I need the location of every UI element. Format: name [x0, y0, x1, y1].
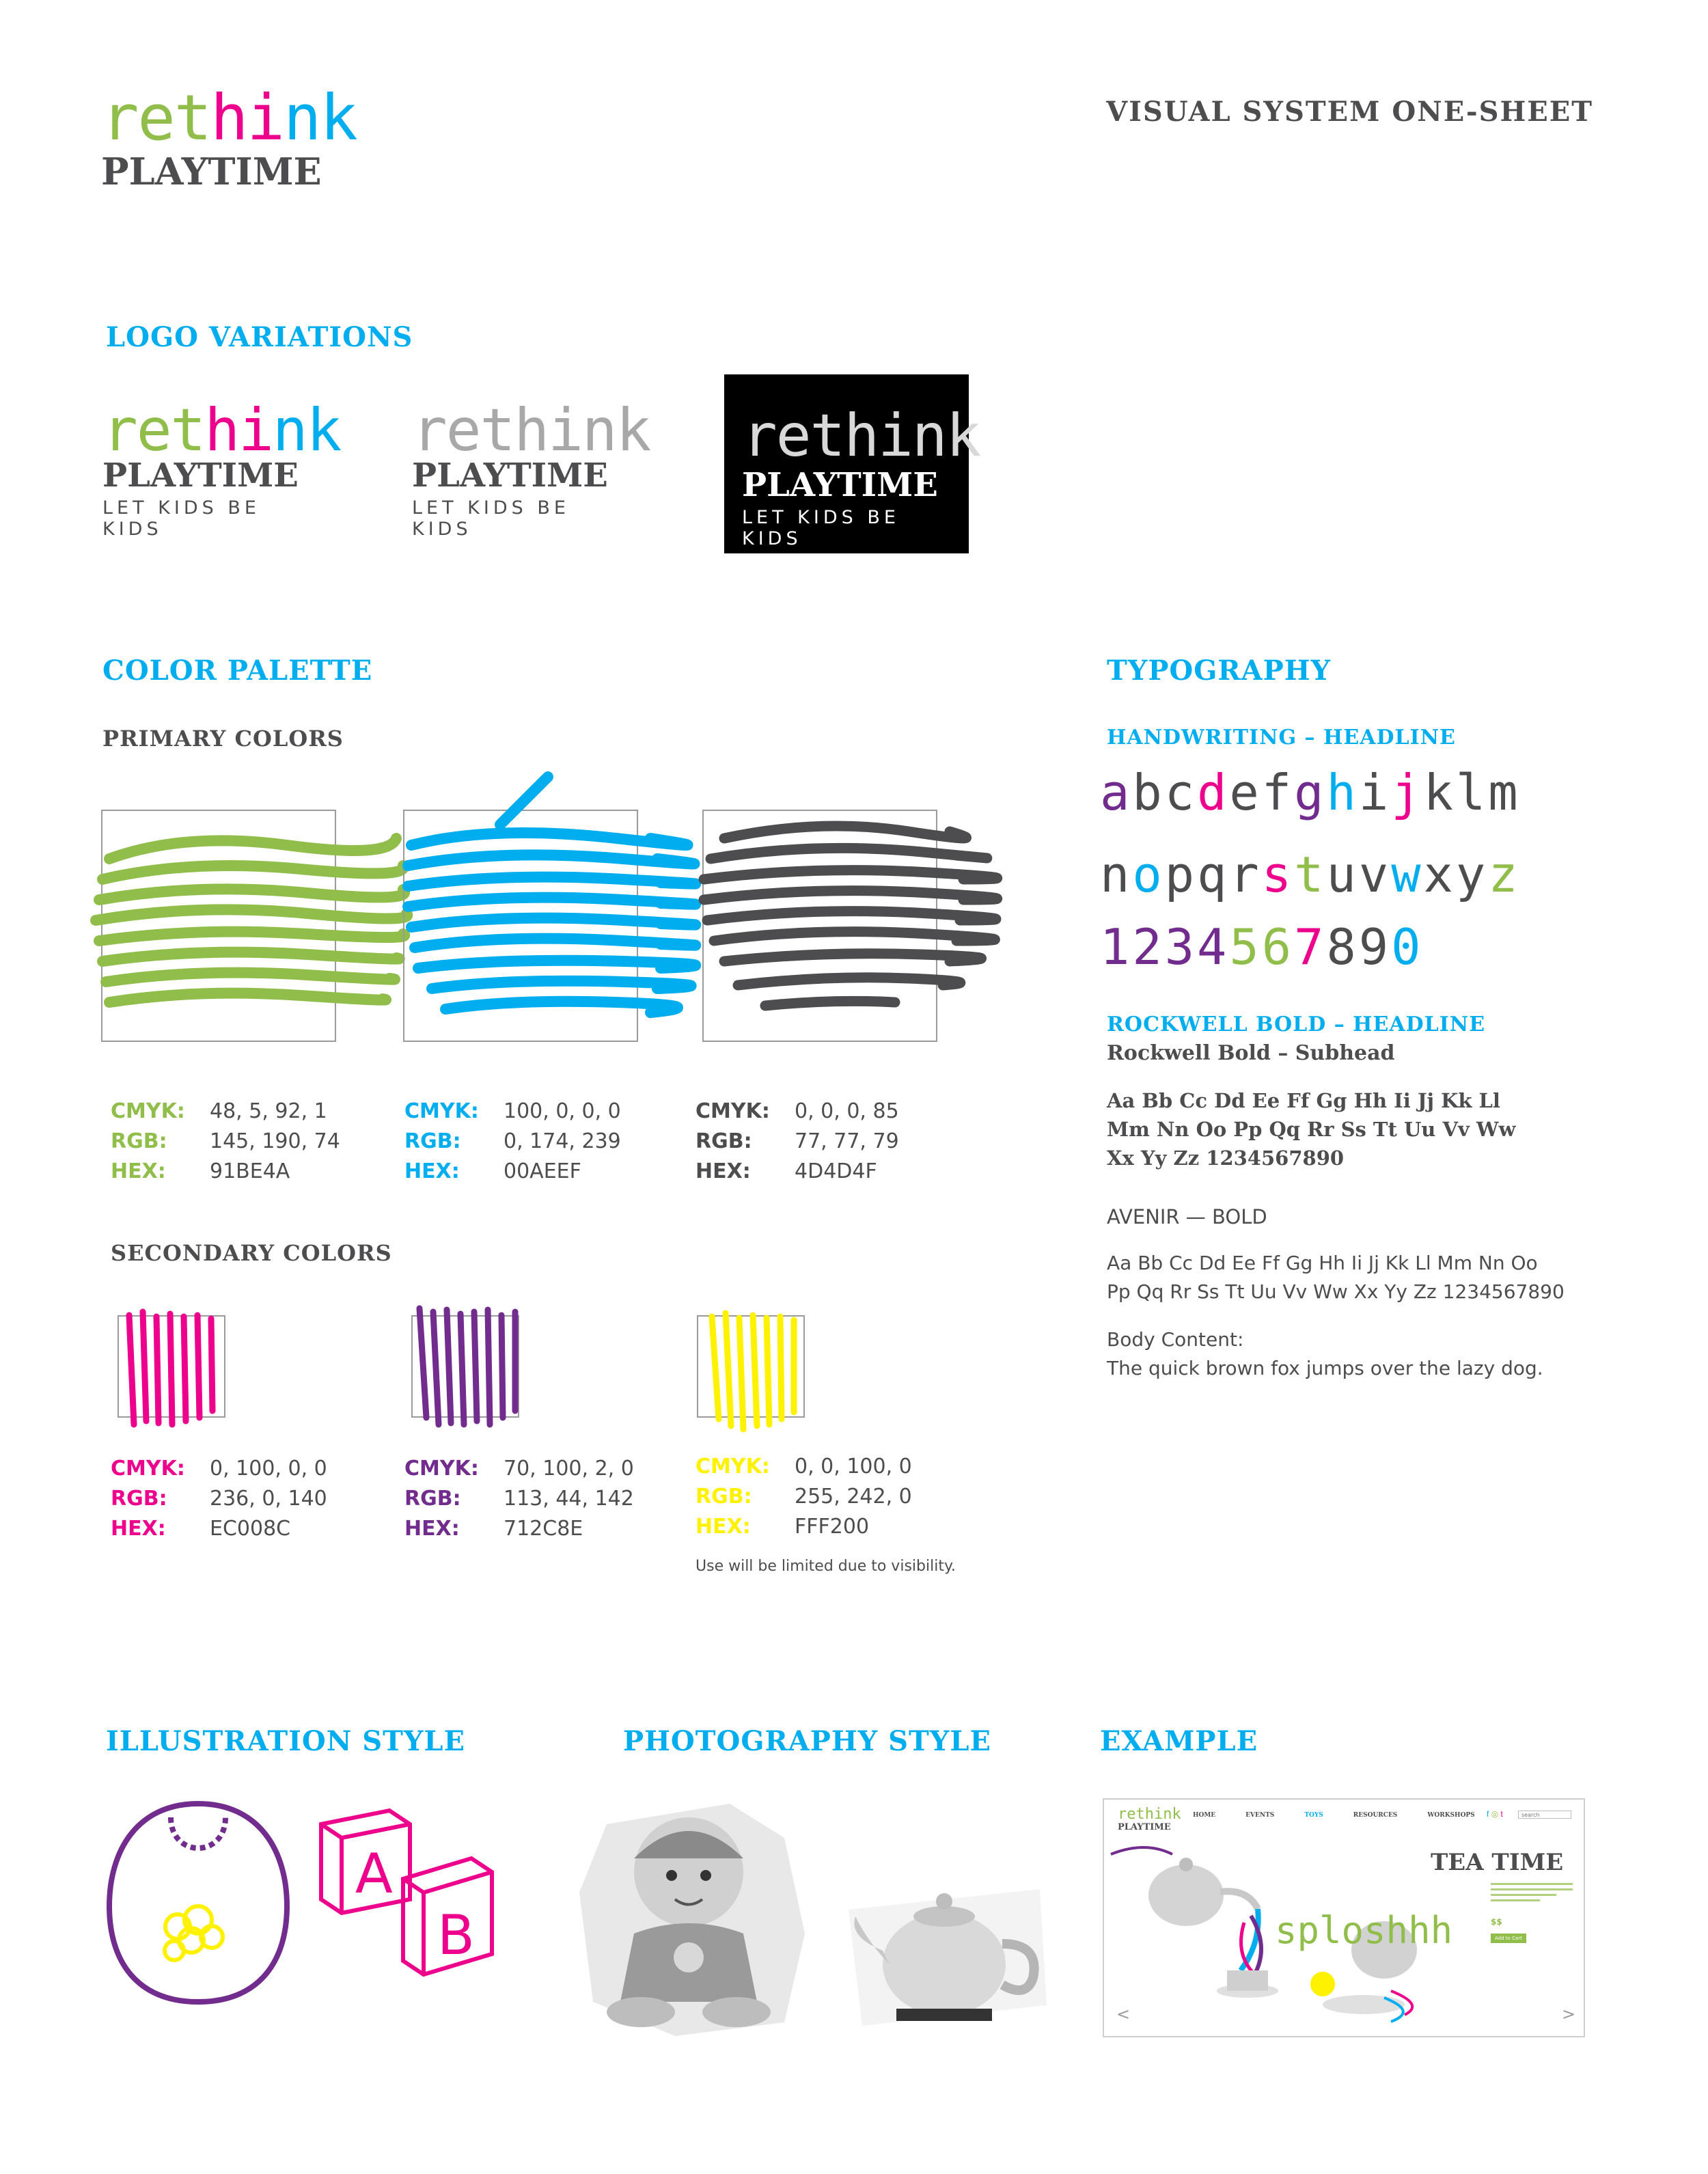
swatch-yellow — [697, 1315, 805, 1418]
mockup-search-input[interactable] — [1518, 1811, 1571, 1819]
crayon-scribble-blue — [391, 770, 678, 1036]
color-palette-heading: COLOR PALETTE — [102, 655, 373, 687]
spec-green: CMYK: 48, 5, 92, 1 RGB: 145, 190, 74 HEX: 91BE4A — [111, 1099, 340, 1183]
mockup-next-arrow[interactable]: > — [1562, 2005, 1576, 2024]
mockup-price: $$ — [1491, 1917, 1502, 1927]
logo-variations-heading: LOGO VARIATIONS — [106, 321, 413, 353]
typography-heading: TYPOGRAPHY — [1107, 655, 1332, 687]
mockup-prev-arrow[interactable]: < — [1116, 2005, 1131, 2024]
mockup-logo: rethink PLAYTIME — [1118, 1806, 1181, 1832]
swatch-green — [101, 810, 336, 1042]
logo-name: PLAYTIME — [101, 150, 322, 193]
handwriting-line-2: nopqrstuvwxyz — [1100, 846, 1521, 903]
logo-reversed-tagline: LET KIDS BE KIDS — [742, 507, 900, 549]
mockup-social-icons — [1487, 1809, 1503, 1819]
nav-events[interactable]: EVENTS — [1245, 1812, 1275, 1819]
facebook-icon[interactable]: f — [1487, 1809, 1489, 1819]
spec-purple: CMYK: 70, 100, 2, 0 RGB: 113, 44, 142 HEX: 712C8E — [404, 1457, 634, 1541]
nav-workshops[interactable]: WORKSHOPS — [1427, 1812, 1475, 1819]
swatch-gray — [702, 810, 937, 1042]
twitter-icon[interactable]: t — [1500, 1809, 1503, 1819]
nav-home[interactable]: HOME — [1193, 1812, 1216, 1819]
yellow-usage-note: Use will be limited due to visibility. — [695, 1558, 956, 1575]
header-logo — [101, 81, 357, 193]
rockwell-subhead: Rockwell Bold – Subhead — [1107, 1041, 1395, 1065]
illustration-bib — [96, 1790, 301, 2015]
spec-gray: CMYK: 0, 0, 0, 85 RGB: 77, 77, 79 HEX: 4D4D4F — [695, 1099, 899, 1183]
handwriting-line-3: 1234567890 — [1100, 918, 1424, 976]
avenir-heading: AVENIR — BOLD — [1107, 1205, 1267, 1228]
photo-teapot — [842, 1869, 1047, 2046]
logo-gray-tagline: LET KIDS BE KIDS — [412, 497, 570, 540]
logo-color-word: rethink — [102, 396, 341, 465]
logo-color — [102, 396, 341, 540]
spec-blue: CMYK: 100, 0, 0, 0 RGB: 0, 174, 239 HEX: 00AEEF — [404, 1099, 621, 1183]
hero-splash-word: sploshhh — [1275, 1909, 1453, 1952]
logo-reversed — [724, 374, 980, 553]
swatch-purple — [411, 1315, 519, 1418]
logo-color-tagline: LET KIDS BE KIDS — [102, 497, 260, 540]
block-letter-b: B — [437, 1903, 475, 1967]
crayon-scribble-green — [82, 804, 410, 1030]
nav-toys[interactable]: TOYS — [1304, 1812, 1323, 1819]
block-letter-a: A — [355, 1842, 393, 1905]
illustration-blocks — [307, 1797, 512, 1988]
crayon-scribble-yellow — [698, 1310, 814, 1440]
mockup-nav — [1193, 1812, 1475, 1819]
logo-word: rethink — [101, 81, 357, 154]
logo-color-name: PLAYTIME — [102, 456, 299, 495]
swatch-blue — [403, 810, 638, 1042]
crayon-scribble-gray — [683, 804, 970, 1030]
mockup-hero-copy — [1491, 1883, 1573, 1901]
nav-resources[interactable]: RESOURCES — [1353, 1812, 1398, 1819]
rockwell-heading: ROCKWELL BOLD – HEADLINE — [1107, 1013, 1486, 1036]
crayon-scribble-purple — [413, 1302, 529, 1431]
logo-gray-word: rethink — [412, 396, 650, 465]
rockwell-sample: Aa Bb Cc Dd Ee Ff Gg Hh Ii Jj Kk Ll Mm Nn Oo Pp Qq Rr Ss Tt Uu Vv Ww Xx Yy Zz 1234567890 — [1107, 1089, 1516, 1170]
logo-reversed-word: rethink — [742, 402, 980, 470]
photography-heading: PHOTOGRAPHY STYLE — [623, 1725, 991, 1757]
swatch-pink — [118, 1315, 225, 1418]
secondary-colors-heading: SECONDARY COLORS — [111, 1240, 392, 1266]
illustration-heading: ILLUSTRATION STYLE — [106, 1725, 466, 1757]
logo-reversed-name: PLAYTIME — [742, 466, 938, 504]
body-content-sample: Body Content: The quick brown fox jumps over the lazy dog. — [1107, 1328, 1543, 1379]
mockup-add-to-cart-button[interactable]: Add to Cart — [1491, 1934, 1526, 1943]
handwriting-line-1: abcdefghijklm — [1100, 764, 1521, 821]
logo-gray — [412, 396, 650, 540]
logo-gray-name: PLAYTIME — [412, 456, 608, 495]
crayon-scribble-pink — [119, 1308, 228, 1431]
avenir-sample: Aa Bb Cc Dd Ee Ff Gg Hh Ii Jj Kk Ll Mm Nn Oo Pp Qq Rr Ss Tt Uu Vv Ww Xx Yy Zz 1234567890 — [1107, 1252, 1565, 1303]
spec-pink: CMYK: 0, 100, 0, 0 RGB: 236, 0, 140 HEX: EC008C — [111, 1457, 327, 1541]
handwriting-heading: HANDWRITING – HEADLINE — [1107, 726, 1456, 749]
primary-colors-heading: PRIMARY COLORS — [102, 726, 344, 752]
instagram-icon[interactable]: ◎ — [1491, 1809, 1499, 1819]
photo-doll — [579, 1797, 812, 2043]
example-heading: EXAMPLE — [1100, 1725, 1258, 1757]
example-website-mockup — [1103, 1798, 1585, 2037]
page-title: VISUAL SYSTEM ONE-SHEET — [1106, 96, 1593, 128]
spec-yellow: CMYK: 0, 0, 100, 0 RGB: 255, 242, 0 HEX: FFF200 — [695, 1455, 912, 1539]
mockup-hero-art — [1104, 1834, 1453, 2032]
mockup-hero-title: TEA TIME — [1431, 1849, 1564, 1876]
